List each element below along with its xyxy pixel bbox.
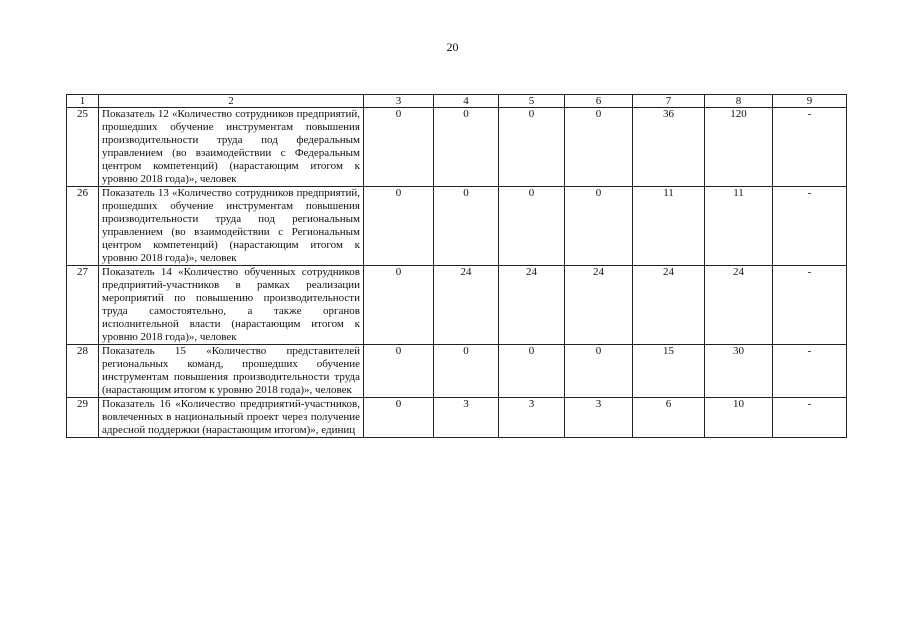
indicator-description: Показатель 13 «Количество сотрудников предприятий, прошедших обучение инструментам повышения производительности труда под региональным управлением (во взаимодействии с Региональным центром компетенций) (нарастающим итогом к уровню 2018 года)», человек — [99, 187, 364, 266]
header-cell: 2 — [99, 95, 364, 108]
value-cell: 0 — [565, 187, 633, 266]
header-cell: 8 — [705, 95, 773, 108]
value-cell: 0 — [499, 187, 565, 266]
indicator-description: Показатель 12 «Количество сотрудников предприятий, прошедших обучение инструментам повышения производительности труда под федеральным управлением (во взаимодействии с Федеральным центром компетенций) (нарастающим итогом к уровню 2018 года)», человек — [99, 108, 364, 187]
value-cell: 0 — [499, 108, 565, 187]
value-cell: 11 — [705, 187, 773, 266]
table-row — [67, 187, 847, 266]
table-row — [67, 108, 847, 187]
row-number: 26 — [67, 187, 99, 266]
value-cell: 24 — [499, 266, 565, 345]
value-cell: 36 — [633, 108, 705, 187]
value-cell: - — [773, 108, 847, 187]
row-number: 25 — [67, 108, 99, 187]
value-cell: - — [773, 187, 847, 266]
value-cell: - — [773, 266, 847, 345]
indicators-table — [66, 94, 847, 438]
table-row — [67, 266, 847, 345]
value-cell: 0 — [434, 187, 499, 266]
value-cell: 6 — [633, 398, 705, 438]
value-cell: 11 — [633, 187, 705, 266]
header-cell: 3 — [364, 95, 434, 108]
value-cell: 24 — [434, 266, 499, 345]
value-cell: 0 — [364, 398, 434, 438]
value-cell: 24 — [565, 266, 633, 345]
header-cell: 5 — [499, 95, 565, 108]
value-cell: 24 — [705, 266, 773, 345]
value-cell: - — [773, 345, 847, 398]
value-cell: 0 — [565, 108, 633, 187]
table-row — [67, 398, 847, 438]
header-cell: 7 — [633, 95, 705, 108]
row-number: 29 — [67, 398, 99, 438]
value-cell: 10 — [705, 398, 773, 438]
header-cell: 6 — [565, 95, 633, 108]
value-cell: 120 — [705, 108, 773, 187]
value-cell: 3 — [499, 398, 565, 438]
header-cell: 1 — [67, 95, 99, 108]
page-number: 20 — [446, 40, 459, 54]
value-cell: 0 — [499, 345, 565, 398]
value-cell: 0 — [364, 187, 434, 266]
indicator-description: Показатель 16 «Количество предприятий-участников, вовлеченных в национальный проект через получение адресной поддержки (нарастающим итогом)», единиц — [99, 398, 364, 438]
value-cell: 0 — [434, 345, 499, 398]
value-cell: 0 — [364, 108, 434, 187]
value-cell: 0 — [364, 345, 434, 398]
value-cell: - — [773, 398, 847, 438]
value-cell: 0 — [364, 266, 434, 345]
table-row — [67, 345, 847, 398]
row-number: 27 — [67, 266, 99, 345]
header-cell: 4 — [434, 95, 499, 108]
row-number: 28 — [67, 345, 99, 398]
indicator-description: Показатель 14 «Количество обученных сотрудников предприятий-участников в рамках реализации мероприятий по повышению производительности труда самостоятельно, а также органов исполнительной власти (нарастающим итогом к уровню 2018 года)», человек — [99, 266, 364, 345]
indicator-description: Показатель 15 «Количество представителей региональных команд, прошедших обучение инструментам повышения производительности труда (нарастающим итогом к уровню 2018 года)», человек — [99, 345, 364, 398]
value-cell: 30 — [705, 345, 773, 398]
value-cell: 24 — [633, 266, 705, 345]
value-cell: 0 — [434, 108, 499, 187]
header-cell: 9 — [773, 95, 847, 108]
table-header-row — [67, 95, 847, 108]
value-cell: 0 — [565, 345, 633, 398]
value-cell: 15 — [633, 345, 705, 398]
value-cell: 3 — [434, 398, 499, 438]
value-cell: 3 — [565, 398, 633, 438]
